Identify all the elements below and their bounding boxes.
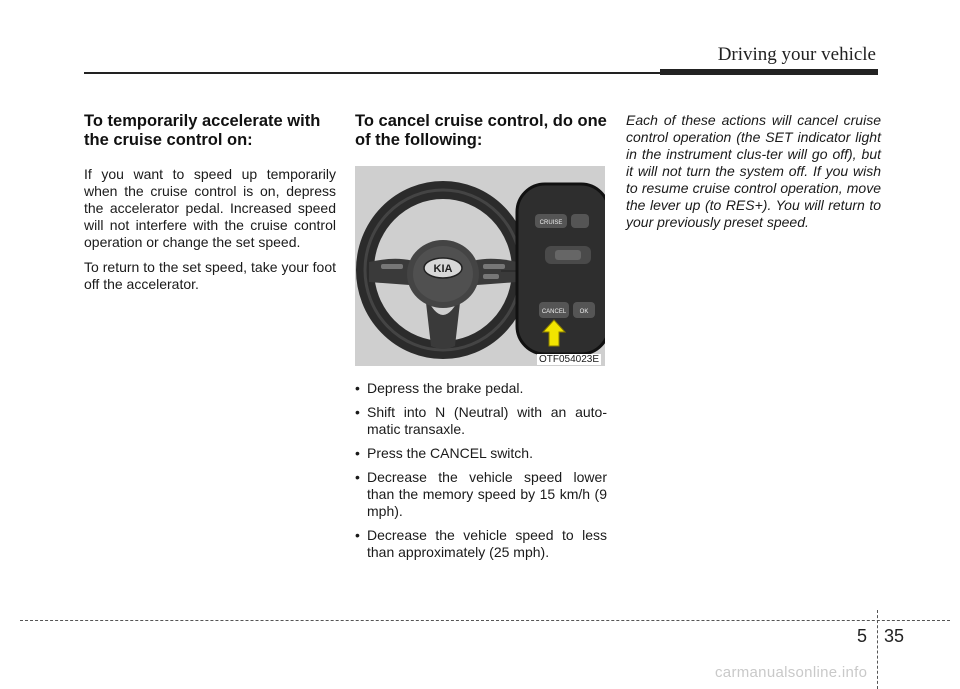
list-item: • Decrease the vehicle speed lower than the memory speed by 15 km/h (9 mph). — [355, 469, 607, 519]
column-left — [84, 112, 336, 301]
list-item: • Press the CANCEL switch. — [355, 445, 533, 461]
watermark: carmanualsonline.info — [715, 664, 868, 681]
list-item: • Decrease the vehicle speed to less than approximately (25 mph). — [355, 527, 607, 560]
cruise-button-label: CRUISE — [539, 220, 563, 226]
cancel-steps-list — [355, 380, 607, 561]
switch-inset — [517, 184, 605, 354]
footer-rule — [20, 620, 950, 621]
list-item: • Shift into N (Neutral) with an auto-matic transaxle. — [355, 404, 607, 437]
page-number: 35 — [884, 626, 905, 646]
header-rule-accent — [660, 69, 878, 75]
steering-wheel-figure — [355, 166, 605, 366]
paragraph-accelerate: If you want to speed up temporarily when the cruise control is on, depress the accelerator pedal. Increased speed will not interfere with the cruise control operation or change the set speed. — [84, 166, 336, 250]
column-middle — [355, 112, 607, 568]
header-rule — [84, 72, 664, 74]
list-item: • Depress the brake pedal. — [355, 380, 524, 396]
ok-button-label: OK — [579, 309, 589, 315]
cancel-note: Each of these actions will cancel cruise control operation (the SET indicator light in the instrument clus-ter will go off), but it will not turn the system off. If you wish to resume cruise control operation, move the lever up (to RES+). You will return to your previously preset speed. — [626, 112, 881, 230]
section-heading-cancel: To cancel cruise control, do one of the following: — [355, 112, 607, 149]
footer-divider — [877, 610, 878, 689]
chapter-number: 5 — [857, 626, 868, 646]
header-title: Driving your vehicle — [717, 44, 876, 65]
column-right — [626, 112, 881, 231]
kia-logo-text: KIA — [433, 263, 453, 275]
cancel-button-label: CANCEL — [541, 309, 567, 315]
steering-wheel-illustration — [355, 166, 605, 366]
section-heading-accelerate: To temporarily accelerate with the cruise control on: — [84, 112, 321, 149]
figure-caption: OTF054023E — [538, 354, 599, 365]
paragraph-return: To return to the set speed, take your foot off the accelerator. — [84, 259, 336, 292]
